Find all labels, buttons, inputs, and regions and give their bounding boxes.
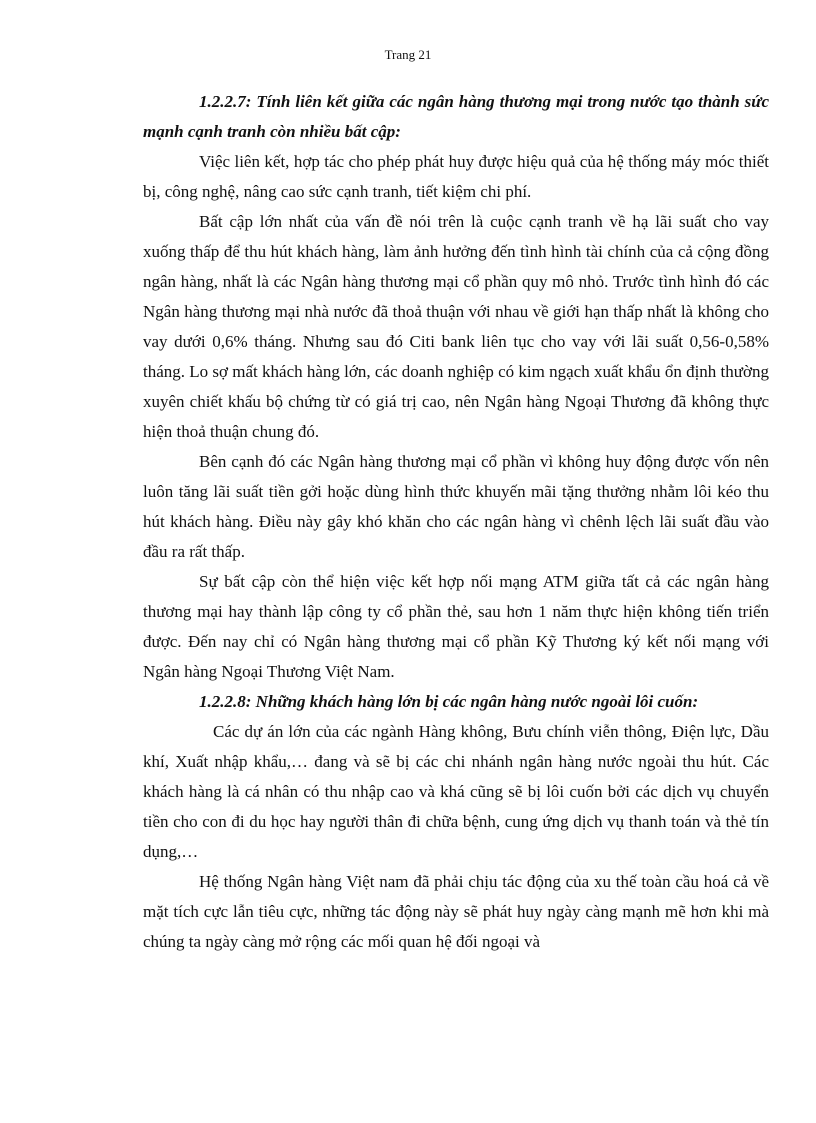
section-heading-1-2-2-7: 1.2.2.7: Tính liên kết giữa các ngân hàng thương mại trong nước tạo thành sức mạnh cạnh tranh còn nhiều bất cập: [143,92,769,141]
paragraph: Bên cạnh đó các Ngân hàng thương mại cổ phần vì không huy động được vốn nên luôn tăng lãi suất tiền gởi hoặc dùng hình thức khuyến mãi tặng thưởng nhằm lôi kéo thu hút khách hàng. Điều này gây khó khăn cho các ngân hàng vì chênh lệch lãi suất đầu vào đầu ra rất thấp. [143,452,769,561]
paragraph: Các dự án lớn của các ngành Hàng không, Bưu chính viễn thông, Điện lực, Dầu khí, Xuất nhập khẩu,… đang và sẽ bị các chi nhánh ngân hàng nước ngoài thu hút. Các khách hàng là cá nhân có thu nhập cao và khá cũng sẽ bị lôi cuốn bởi các dịch vụ chuyển tiền cho con đi du học hay người thân đi chữa bệnh, cung ứng dịch vụ thanh toán và thẻ tín dụng,… [143,722,769,861]
section-heading-1-2-2-8: 1.2.2.8: Những khách hàng lớn bị các ngân hàng nước ngoài lôi cuốn: [199,692,699,711]
page-content [143,87,769,957]
page-number: Trang 21 [384,47,432,62]
paragraph: Sự bất cập còn thể hiện việc kết hợp nối mạng ATM giữa tất cả các ngân hàng thương mại hay thành lập công ty cổ phần thẻ, sau hơn 1 năm thực hiện không tiến triển được. Đến nay chỉ có Ngân hàng thương mại cổ phần Kỹ Thương ký kết nối mạng với Ngân hàng Ngoại Thương Việt Nam. [143,572,769,681]
paragraph: Việc liên kết, hợp tác cho phép phát huy được hiệu quả của hệ thống máy móc thiết bị, công nghệ, nâng cao sức cạnh tranh, tiết kiệm chi phí. [143,152,769,201]
paragraph: Bất cập lớn nhất của vấn đề nói trên là cuộc cạnh tranh về hạ lãi suất cho vay xuống thấp để thu hút khách hàng, làm ảnh hưởng đến tình hình tài chính của cả cộng đồng ngân hàng, nhất là các Ngân hàng thương mại cổ phần quy mô nhỏ. Trước tình hình đó các Ngân hàng thương mại nhà nước đã thoả thuận với nhau về giới hạn thấp nhất là không cho vay dưới 0,6% tháng. Nhưng sau đó Citi bank liên tục cho vay với lãi suất 0,56-0,58% tháng. Lo sợ mất khách hàng lớn, các doanh nghiệp có kim ngạch xuất khẩu ổn định thường xuyên chiết khấu bộ chứng từ có giá trị cao, nên Ngân hàng Ngoại Thương đã không thực hiện thoả thuận chung đó. [143,212,769,441]
paragraph: Hệ thống Ngân hàng Việt nam đã phải chịu tác động của xu thế toàn cầu hoá cả về mặt tích cực lẫn tiêu cực, những tác động này sẽ phát huy ngày càng mạnh mẽ hơn khi mà chúng ta ngày càng mở rộng các mối quan hệ đối ngoại và [143,872,769,951]
